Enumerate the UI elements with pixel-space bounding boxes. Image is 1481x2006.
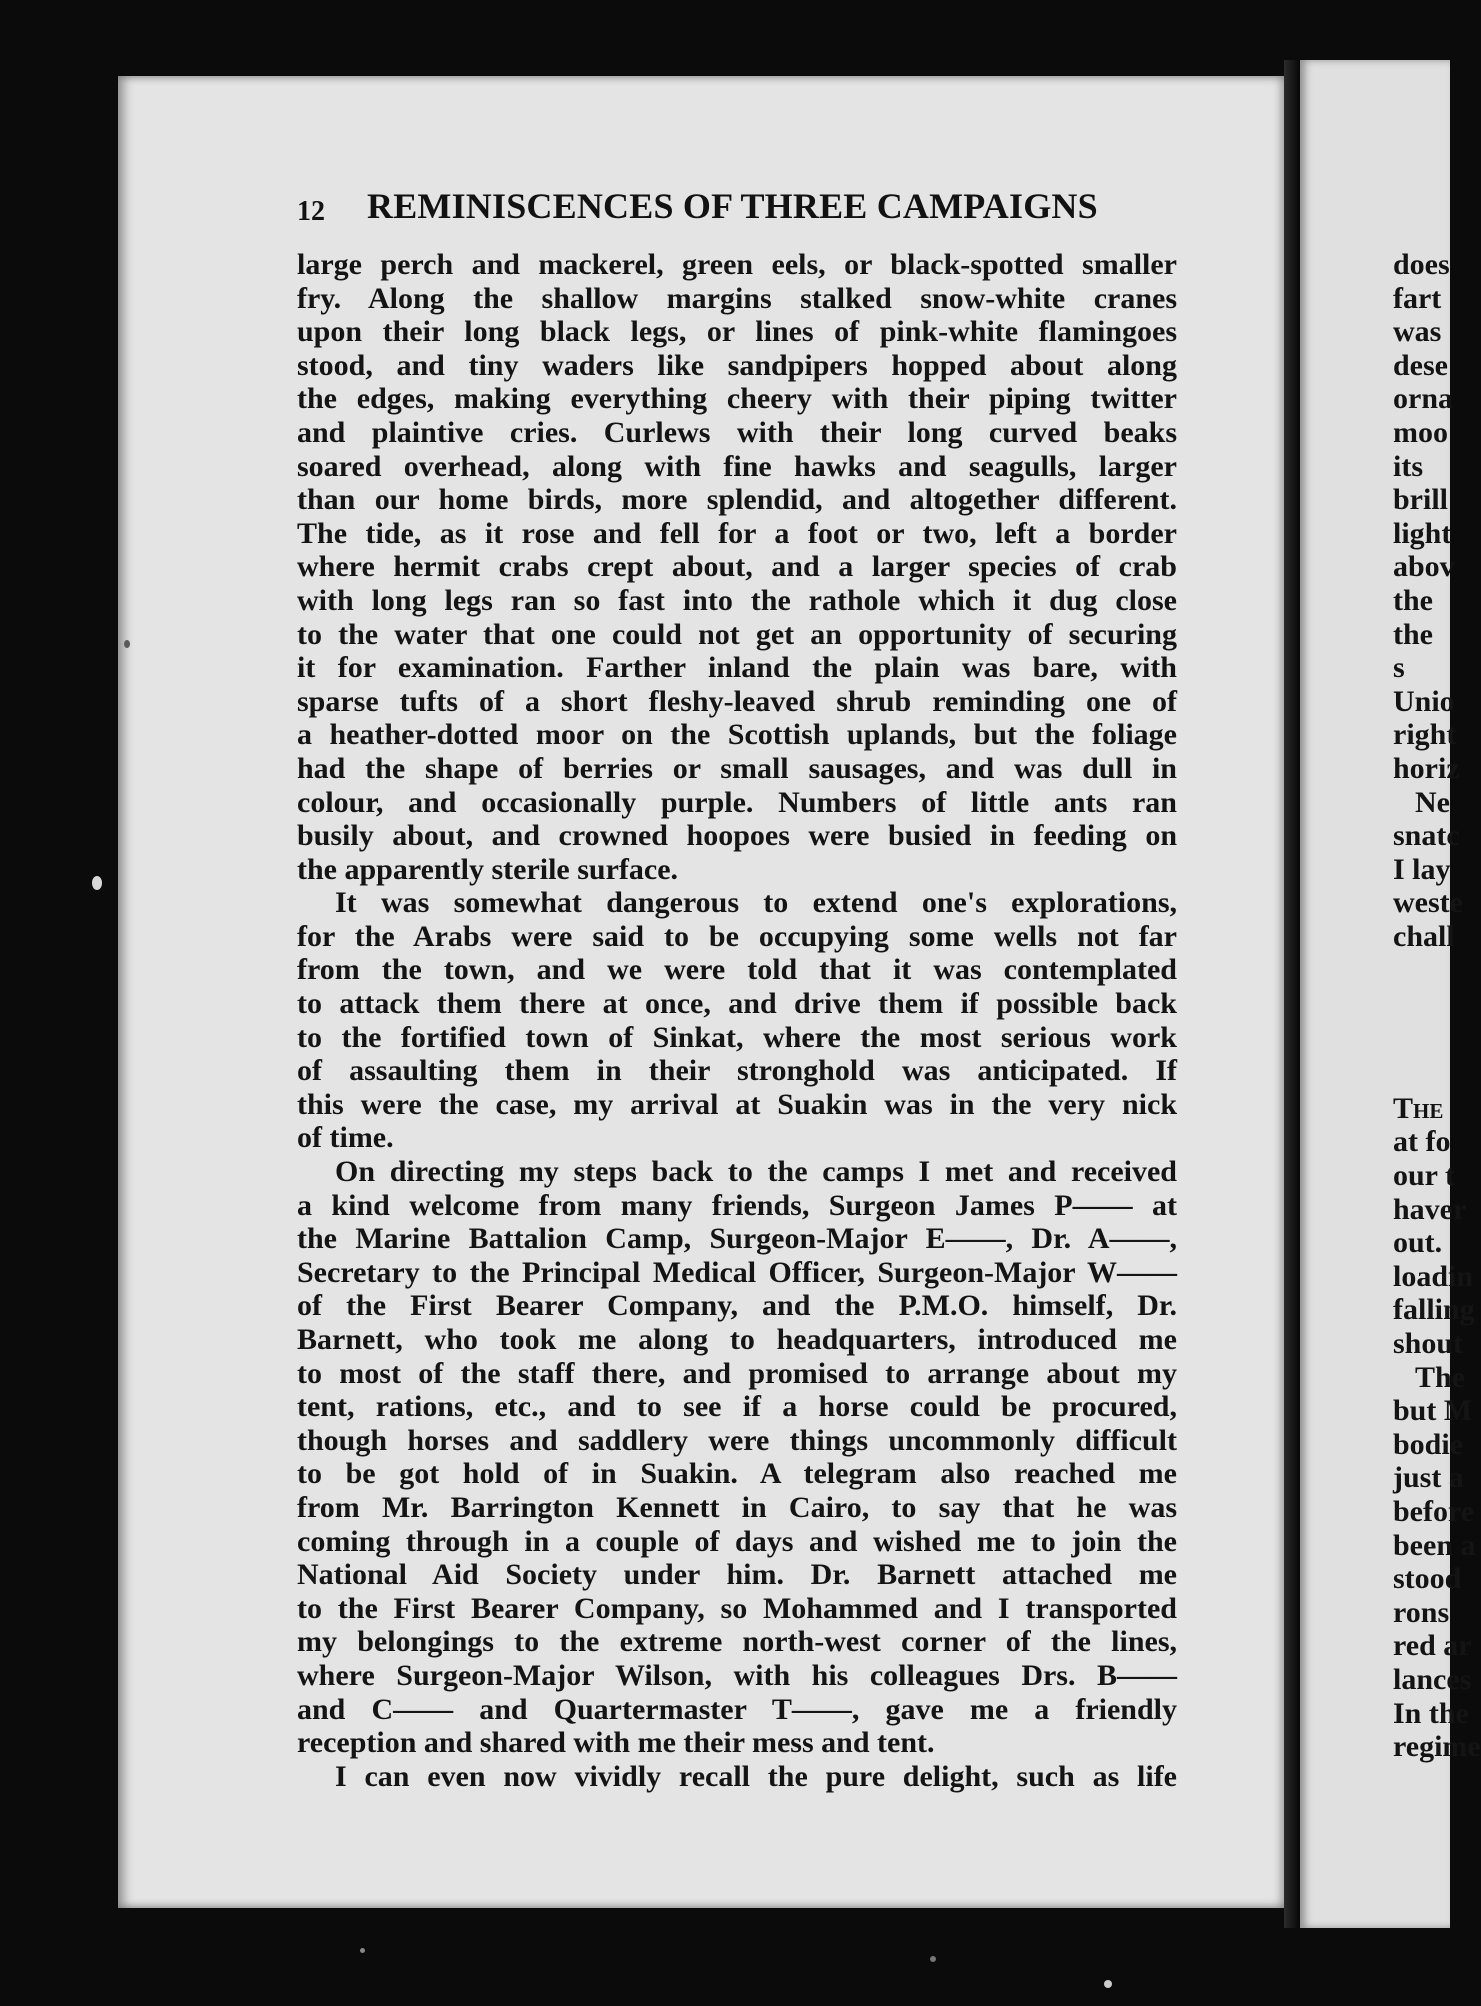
- text-line: and plaintive cries. Curlews with their long curved beaks: [297, 415, 1177, 449]
- text-line: tent, rations, etc., and to see if a horse could be procured,: [297, 1390, 1177, 1424]
- right-fragment: dese: [1393, 348, 1448, 382]
- text-line: busily about, and crowned hoopoes were busied in feeding on: [297, 819, 1177, 853]
- paragraph-start-line: It was somewhat dangerous to extend one's explorations,: [335, 886, 1177, 920]
- text-line: for the Arabs were said to be occupying some wells not far: [297, 919, 1177, 953]
- text-line: to most of the staff there, and promised to arrange about my: [297, 1356, 1177, 1390]
- right-fragment: Unio: [1393, 684, 1455, 718]
- right-fragment: haver: [1393, 1192, 1467, 1226]
- right-fragment: out.: [1393, 1226, 1443, 1260]
- text-line: soared overhead, along with fine hawks and seagulls, larger: [297, 449, 1177, 483]
- right-fragment: been a: [1393, 1528, 1476, 1562]
- chapter-gap: [1393, 953, 1473, 1020]
- right-fragment: right: [1393, 718, 1457, 752]
- text-line: fry. Along the shallow margins stalked snow-white cranes: [297, 281, 1177, 315]
- right-fragment: regime: [1393, 1730, 1481, 1764]
- scan-speck: [1104, 1980, 1112, 1988]
- text-line: to the water that one could not get an opportunity of securing: [297, 617, 1177, 651]
- text-line: the Marine Battalion Camp, Surgeon-Major E——, Dr. A——,: [297, 1222, 1177, 1256]
- scan-speck: [930, 1956, 936, 1962]
- right-fragment: fart: [1393, 281, 1442, 315]
- text-line: upon their long black legs, or lines of pink-white flamingoes: [297, 315, 1177, 349]
- text-line: though horses and saddlery were things uncommonly difficult: [297, 1423, 1177, 1457]
- right-fragment: does: [1393, 248, 1450, 281]
- text-line: to be got hold of in Suakin. A telegram also reached me: [297, 1457, 1177, 1491]
- text-line: stood, and tiny waders like sandpipers hopped about along: [297, 348, 1177, 382]
- left-page-body-text: [297, 248, 1177, 1793]
- chapter-gap: [1393, 1021, 1473, 1088]
- text-line: where hermit crabs crept about, and a larger species of crab: [297, 550, 1177, 584]
- text-line: to attack them there at once, and drive them if possible back: [297, 987, 1177, 1021]
- text-line: large perch and mackerel, green eels, or black-spotted smaller: [297, 248, 1177, 281]
- right-fragment: light: [1393, 516, 1452, 550]
- right-fragment: just a: [1393, 1461, 1464, 1495]
- right-fragment: horiz: [1393, 751, 1460, 785]
- right-fragment: weste: [1393, 886, 1463, 920]
- text-line: sparse tufts of a short fleshy-leaved shrub reminding one of: [297, 684, 1177, 718]
- scan-speck: [124, 640, 130, 648]
- scan-speck: [360, 1948, 365, 1953]
- book-gutter: [1284, 60, 1300, 1928]
- right-page-text-fragments: [1393, 248, 1481, 1764]
- text-line: colour, and occasionally purple. Numbers of little ants ran: [297, 785, 1177, 819]
- paragraph-end-line: reception and shared with me their mess and tent.: [297, 1726, 935, 1760]
- paragraph-start-line: I can even now vividly recall the pure delight, such as life: [335, 1759, 1177, 1793]
- right-fragment: its: [1393, 449, 1423, 483]
- text-line: my belongings to the extreme north-west corner of the lines,: [297, 1625, 1177, 1659]
- text-line: a heather-dotted moor on the Scottish uplands, but the foliage: [297, 718, 1177, 752]
- text-line: National Aid Society under him. Dr. Barnett attached me: [297, 1558, 1177, 1592]
- right-fragment: loadin: [1393, 1259, 1474, 1293]
- text-line: coming through in a couple of days and wished me to join the: [297, 1524, 1177, 1558]
- right-fragment: rons: [1393, 1595, 1450, 1629]
- text-line: the edges, making everything cheery with their piping twitter: [297, 382, 1177, 416]
- right-fragment: red ar: [1393, 1629, 1472, 1663]
- right-fragment: shout: [1393, 1327, 1464, 1360]
- text-line: from the town, and we were told that it was contemplated: [297, 953, 1177, 987]
- right-fragment: but M: [1393, 1394, 1473, 1428]
- text-line: from Mr. Barrington Kennett in Cairo, to say that he was: [297, 1490, 1177, 1524]
- text-line: it for examination. Farther inland the plain was bare, with: [297, 651, 1177, 685]
- right-fragment: The: [1415, 1360, 1466, 1394]
- right-fragment: orna: [1393, 382, 1453, 416]
- right-fragment: snatc: [1393, 819, 1460, 853]
- text-line: of the First Bearer Company, and the P.M.O. himself, Dr.: [297, 1289, 1177, 1323]
- scan-speck: [92, 876, 102, 890]
- text-line: than our home birds, more splendid, and altogether different.: [297, 483, 1177, 517]
- page-number: 12: [297, 196, 325, 227]
- right-fragment: at fo: [1393, 1125, 1451, 1159]
- right-fragment: s: [1393, 651, 1405, 685]
- right-fragment: I lay: [1393, 852, 1451, 886]
- paragraph-end-line: the apparently sterile surface.: [297, 852, 679, 886]
- right-fragment: chall: [1393, 919, 1455, 953]
- right-fragment: lances: [1393, 1662, 1472, 1696]
- right-fragment: the: [1393, 617, 1433, 651]
- right-fragment: our t: [1393, 1159, 1455, 1193]
- paragraph-end-line: of time.: [297, 1121, 394, 1155]
- text-line: Secretary to the Principal Medical Officer, Surgeon-Major W——: [297, 1255, 1177, 1289]
- right-fragment: the: [1393, 583, 1433, 617]
- text-line: to the fortified town of Sinkat, where the most serious work: [297, 1020, 1177, 1054]
- text-line: a kind welcome from many friends, Surgeon James P—— at: [297, 1188, 1177, 1222]
- right-fragment: Ne: [1415, 785, 1450, 819]
- right-fragment: before: [1393, 1494, 1475, 1528]
- right-fragment: bodie: [1393, 1427, 1464, 1461]
- text-line: where Surgeon-Major Wilson, with his colleagues Drs. B——: [297, 1658, 1177, 1692]
- right-fragment: abov: [1393, 550, 1455, 584]
- paragraph-start-line: On directing my steps back to the camps I met and received: [335, 1155, 1177, 1189]
- text-line: Barnett, who took me along to headquarters, introduced me: [297, 1323, 1177, 1356]
- right-fragment: stood: [1393, 1562, 1462, 1596]
- text-line: this were the case, my arrival at Suakin was in the very nick: [297, 1087, 1177, 1121]
- running-head-title: REMINISCENCES OF THREE CAMPAIGNS: [367, 186, 1098, 226]
- text-line: of assaulting them in their stronghold was anticipated. If: [297, 1054, 1177, 1088]
- text-line: had the shape of berries or small sausages, and was dull in: [297, 751, 1177, 785]
- text-line: and C—— and Quartermaster T——, gave me a friendly: [297, 1692, 1177, 1726]
- text-line: The tide, as it rose and fell for a foot or two, left a border: [297, 516, 1177, 550]
- right-fragment: falling: [1393, 1293, 1475, 1327]
- right-fragment: In the: [1393, 1696, 1469, 1730]
- right-fragment: brill: [1393, 483, 1449, 517]
- right-fragment: The: [1393, 1091, 1444, 1125]
- running-head: [297, 186, 1177, 230]
- right-fragment: moo: [1393, 415, 1448, 449]
- text-line: to the First Bearer Company, so Mohammed and I transported: [297, 1591, 1177, 1625]
- text-line: with long legs ran so fast into the rathole which it dug close: [297, 583, 1177, 617]
- right-fragment: was: [1393, 315, 1442, 349]
